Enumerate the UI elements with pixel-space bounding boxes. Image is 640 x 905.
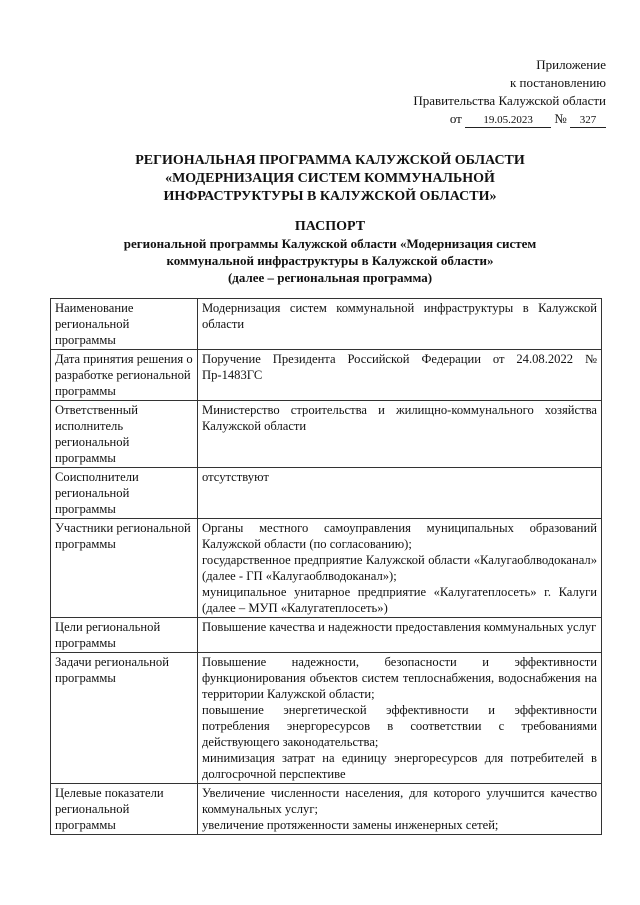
from-label: от [449,111,462,126]
row-label: Дата принятия решения о разработке региональной программы [51,350,198,401]
appendix-line: Правительства Калужской области [413,93,606,108]
table-row [51,519,602,618]
resolution-date: 19.05.2023 [465,114,551,128]
row-value [198,618,602,653]
row-label: Участники региональной программы [51,519,198,618]
row-label: Целевые показатели региональной программы [51,784,198,835]
row-label: Задачи региональной программы [51,653,198,784]
row-label: Ответственный исполнитель региональной программы [51,401,198,468]
appendix-line: Приложение [536,57,606,72]
value-paragraph: Увеличение численности населения, для которого улучшится качество коммунальных услуг; [202,786,597,816]
value-paragraph: государственное предприятие Калужской области «Калугаоблводоканал» (далее - ГП «Калугаоблводоканал»); [202,553,597,583]
table-row [51,653,602,784]
table-row [51,618,602,653]
row-label: Цели региональной программы [51,618,198,653]
title-line: РЕГИОНАЛЬНАЯ ПРОГРАММА КАЛУЖСКОЙ ОБЛАСТИ [135,153,525,168]
value-paragraph: Министерство строительства и жилищно-коммунального хозяйства Калужской области [202,403,597,433]
document-title [100,152,560,206]
value-paragraph: муниципальное унитарное предприятие «Калугатеплосеть» г. Калуги (далее – МУП «Калугатеплосеть») [202,585,597,615]
passport-title: ПАСПОРТ [294,219,366,234]
value-paragraph: Повышение надежности, безопасности и эффективности функционирования объектов систем теплоснабжения, водоснабжения на территории Калужской области; [202,655,597,701]
value-paragraph: отсутствуют [202,470,269,484]
appendix-line: к постановлению [509,75,606,90]
table-row [51,784,602,835]
number-label: № [554,111,567,126]
row-label: Соисполнители региональной программы [51,468,198,519]
value-paragraph: Модернизация систем коммунальной инфраструктуры в Калужской области [202,301,597,331]
row-value [198,784,602,835]
resolution-number: 327 [570,114,606,128]
passport-subtitle-line: (далее – региональная программа) [227,270,433,285]
value-paragraph: Поручение Президента Российской Федерации от 24.08.2022 № Пр-1483ГС [202,352,597,382]
value-paragraph: повышение энергетической эффективности и эффективности потребления энергоресурсов в соответствии с требованиями действующего законодательства; [202,703,597,749]
row-value [198,468,602,519]
appendix-date-line [413,110,606,128]
value-paragraph: увеличение протяженности замены инженерных сетей; [202,818,499,832]
value-paragraph: минимизация затрат на единицу энергоресурсов для потребителей в долгосрочной перспективе [202,751,597,781]
passport-subtitle-line: коммунальной инфраструктуры в Калужской области» [166,253,494,268]
passport-subtitle-line: региональной программы Калужской области «Модернизация систем [123,236,537,251]
passport-heading [100,218,560,286]
appendix-header [413,56,606,128]
title-line: «МОДЕРНИЗАЦИЯ СИСТЕМ КОММУНАЛЬНОЙ ИНФРАСТРУКТУРЫ В КАЛУЖСКОЙ ОБЛАСТИ» [163,171,497,204]
value-paragraph: Повышение качества и надежности предоставления коммунальных услуг [202,620,597,634]
row-value [198,653,602,784]
table-row [51,350,602,401]
value-paragraph: Органы местного самоуправления муниципальных образований Калужской области (по согласованию); [202,521,597,551]
row-value [198,299,602,350]
row-value [198,350,602,401]
table-row [51,401,602,468]
row-value [198,401,602,468]
table-row [51,468,602,519]
passport-table [50,298,602,835]
row-value [198,519,602,618]
row-label: Наименование региональной программы [51,299,198,350]
table-row [51,299,602,350]
